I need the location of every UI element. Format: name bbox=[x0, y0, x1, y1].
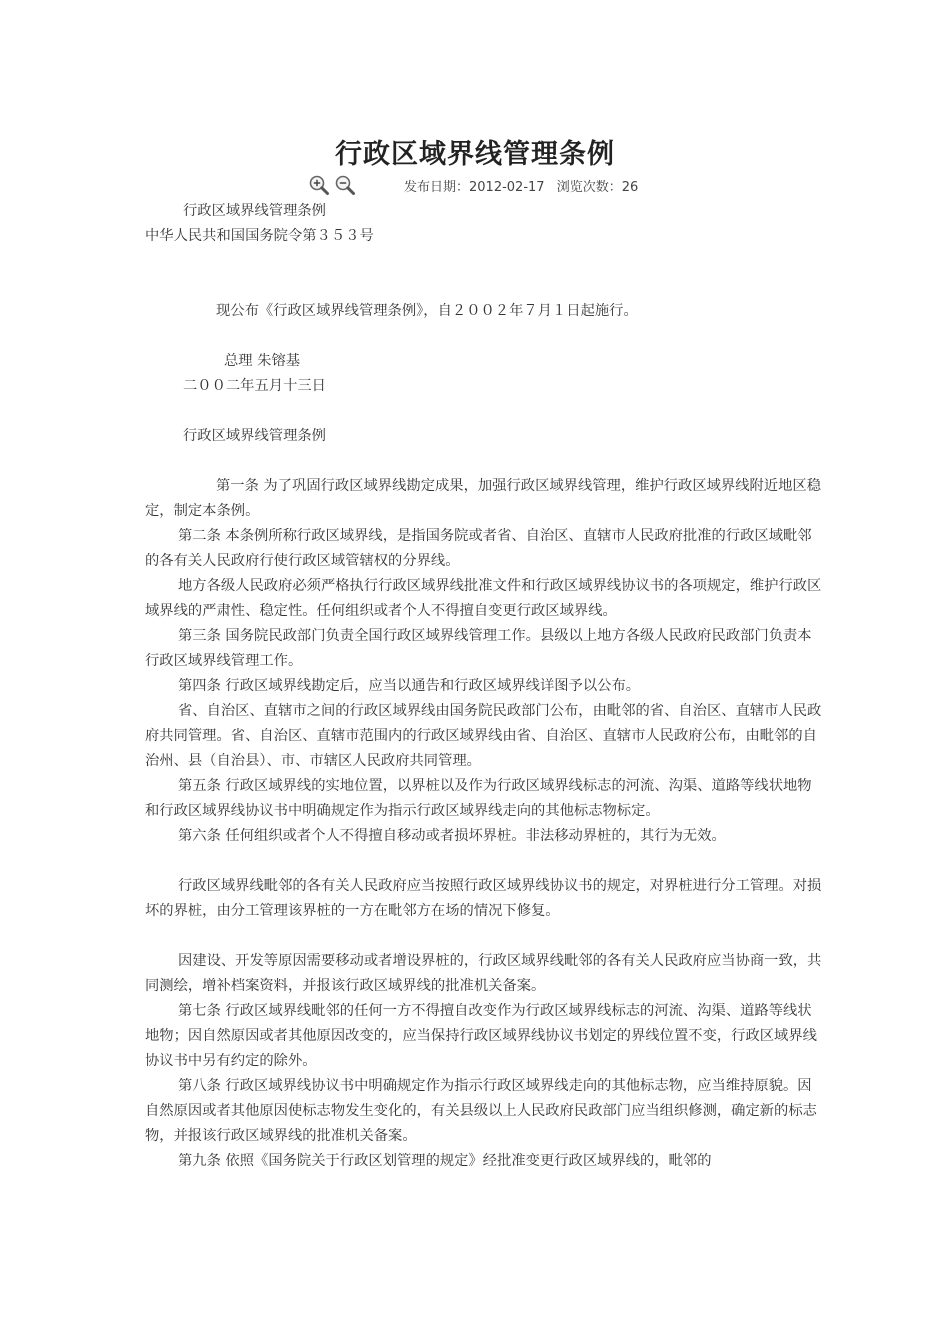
paragraph: 第七条 行政区域界线毗邻的任何一方不得擅自改变作为行政区域界线标志的河流、沟渠、道路等线状地物；因自然原因或者其他原因改变的，应当保持行政区域界线协议书划定的界线位置不变，行政区域界线协议书中另有约定的除外。 bbox=[145, 1003, 817, 1069]
paragraph: 行政区域界线管理条例 bbox=[183, 203, 326, 219]
paragraph: 总理 朱镕基 bbox=[224, 353, 301, 369]
zoom-out-icon[interactable] bbox=[334, 174, 356, 196]
view-count: 26 bbox=[621, 179, 639, 195]
view-count-label: 浏览次数： bbox=[556, 179, 622, 195]
paragraph: 现公布《行政区域界线管理条例》，自２００２年７月１日起施行。 bbox=[216, 303, 638, 319]
paragraph: 第五条 行政区域界线的实地位置，以界桩以及作为行政区域界线标志的河流、沟渠、道路等线状地物和行政区域界线协议书中明确规定作为指示行政区域界线走向的其他标志物标定。 bbox=[145, 778, 812, 819]
paragraph: 地方各级人民政府必须严格执行行政区域界线批准文件和行政区域界线协议书的各项规定，维护行政区域界线的严肃性、稳定性。任何组织或者个人不得擅自变更行政区域界线。 bbox=[145, 578, 822, 619]
paragraph: 省、自治区、直辖市之间的行政区域界线由国务院民政部门公布，由毗邻的省、自治区、直辖市人民政府共同管理。省、自治区、直辖市范围内的行政区域界线由省、自治区、直辖市人民政府公布，由毗邻的自治州、县（自治县）、市、市辖区人民政府共同管理。 bbox=[145, 703, 822, 769]
paragraph: 第四条 行政区域界线勘定后，应当以通告和行政区域界线详图予以公布。 bbox=[178, 678, 641, 694]
publish-info bbox=[404, 176, 638, 195]
paragraph: 第一条 为了巩固行政区域界线勘定成果，加强行政区域界线管理，维护行政区域界线附近地区稳定，制定本条例。 bbox=[145, 478, 822, 519]
paragraph: 第二条 本条例所称行政区域界线，是指国务院或者省、自治区、直辖市人民政府批准的行政区域毗邻的各有关人民政府行使行政区域管辖权的分界线。 bbox=[145, 528, 812, 569]
paragraph: 第三条 国务院民政部门负责全国行政区域界线管理工作。县级以上地方各级人民政府民政部门负责本行政区域界线管理工作。 bbox=[145, 628, 812, 669]
paragraph: 行政区域界线管理条例 bbox=[183, 428, 326, 444]
zoom-in-icon[interactable] bbox=[308, 174, 330, 196]
paragraph: 第六条 任何组织或者个人不得擅自移动或者损坏界桩。非法移动界桩的，其行为无效。 bbox=[178, 828, 726, 844]
article-meta bbox=[308, 172, 638, 198]
paragraph: 第八条 行政区域界线协议书中明确规定作为指示行政区域界线走向的其他标志物，应当维持原貌。因自然原因或者其他原因使标志物发生变化的，有关县级以上人民政府民政部门应当组织修测，确定新的标志物，并报该行政区域界线的批准机关备案。 bbox=[145, 1078, 817, 1144]
paragraph: 因建设、开发等原因需要移动或者增设界桩的，行政区域界线毗邻的各有关人民政府应当协商一致，共同测绘，增补档案资料，并报该行政区域界线的批准机关备案。 bbox=[145, 953, 822, 994]
paragraph: 行政区域界线毗邻的各有关人民政府应当按照行政区域界线协议书的规定，对界桩进行分工管理。对损坏的界桩，由分工管理该界桩的一方在毗邻方在场的情况下修复。 bbox=[145, 878, 822, 919]
publish-date-label: 发布日期： bbox=[404, 179, 470, 195]
article-title: 行政区域界线管理条例 bbox=[335, 139, 615, 170]
article-body bbox=[145, 199, 825, 1174]
paragraph: 二００二年五月十三日 bbox=[183, 378, 326, 394]
paragraph: 中华人民共和国国务院令第３５３号 bbox=[145, 228, 374, 244]
paragraph: 第九条 依照《国务院关于行政区划管理的规定》经批准变更行政区域界线的，毗邻的 bbox=[178, 1153, 712, 1169]
publish-date: 2012-02-17 bbox=[469, 179, 545, 195]
